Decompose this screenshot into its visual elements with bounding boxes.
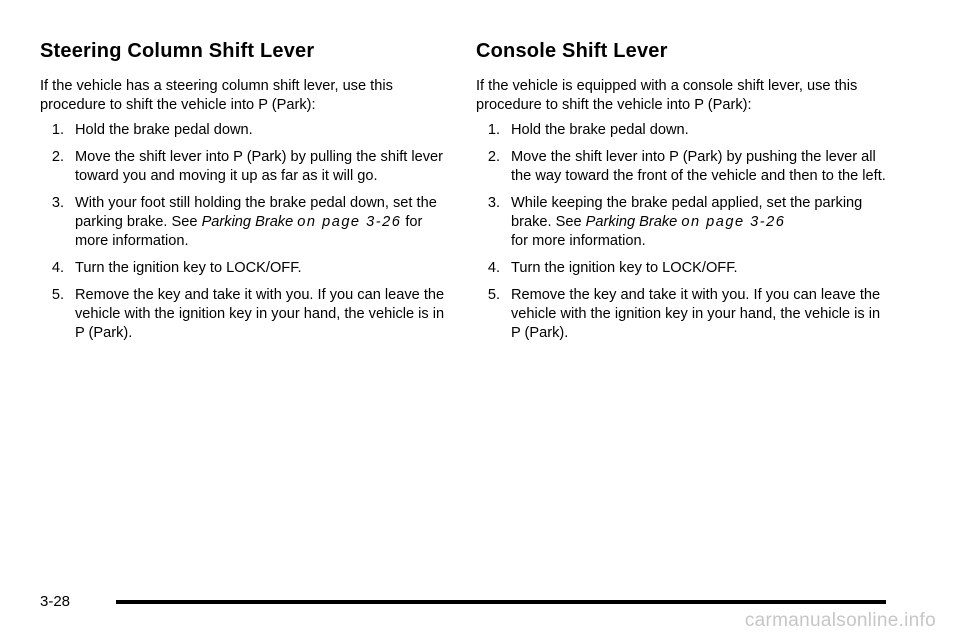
- left-column: [40, 40, 450, 351]
- step-number: 3 .: [40, 194, 64, 213]
- section-title: Console Shift Lever: [476, 40, 668, 62]
- step-number: 1 .: [476, 121, 500, 140]
- intro-paragraph: If the vehicle has a steering column shift lever, use this procedure to shift the vehicle into P (Park):: [40, 78, 393, 113]
- list-item: [476, 259, 886, 278]
- ref-title: Parking Brake: [585, 214, 678, 230]
- step-text: Hold the brake pedal down.: [511, 122, 689, 138]
- list-item: [476, 121, 886, 140]
- step-text: Turn the ignition key to LOCK/OFF.: [75, 260, 302, 276]
- steps-list: [40, 121, 450, 343]
- list-item: [476, 286, 886, 343]
- step-text: Turn the ignition key to LOCK/OFF.: [511, 260, 738, 276]
- step-number: 1 .: [40, 121, 64, 140]
- watermark: carmanualsonline.info: [744, 610, 936, 631]
- step-text: Move the shift lever into P (Park) by pushing the lever all the way toward the front of the vehicle and then to the left.: [511, 149, 886, 184]
- step-text: With your foot still holding the brake pedal down, set the parking brake. See: [75, 195, 437, 230]
- section-title: Steering Column Shift Lever: [40, 40, 315, 62]
- step-text: Hold the brake pedal down.: [75, 122, 253, 138]
- step-text-after: for more information.: [511, 233, 646, 249]
- step-number: 5 .: [40, 286, 64, 305]
- ref-page: on page 3-26: [681, 214, 786, 230]
- list-item: [40, 259, 450, 278]
- page-number: 3-28: [40, 593, 71, 610]
- footer-rule: [116, 600, 886, 604]
- ref-page: on page 3-26: [297, 214, 402, 230]
- cross-reference-link[interactable]: [202, 214, 402, 230]
- step-text: While keeping the brake pedal applied, set the parking brake. See: [511, 195, 863, 230]
- steps-list: [476, 121, 886, 343]
- step-text: Remove the key and take it with you. If you can leave the vehicle with the ignition key in your hand, the vehicle is in P (Park).: [75, 287, 445, 341]
- step-number: 4 .: [40, 259, 64, 278]
- step-text-after: for more information.: [75, 214, 423, 249]
- step-text: Remove the key and take it with you. If you can leave the vehicle with the ignition key in your hand, the vehicle is in P (Park).: [511, 287, 881, 341]
- list-item: [476, 148, 886, 186]
- step-number: 2 .: [40, 148, 64, 167]
- list-item: [40, 148, 450, 186]
- list-item: [476, 194, 886, 251]
- step-number: 3 .: [476, 194, 500, 213]
- list-item: [40, 194, 450, 251]
- step-number: 4 .: [476, 259, 500, 278]
- cross-reference-link[interactable]: [586, 214, 786, 230]
- list-item: [40, 121, 450, 140]
- step-text: Move the shift lever into P (Park) by pulling the shift lever toward you and moving it up as far as it will go.: [75, 149, 443, 184]
- intro-paragraph: If the vehicle is equipped with a console shift lever, use this procedure to shift the vehicle into P (Park):: [476, 78, 858, 113]
- ref-title: Parking Brake: [201, 214, 294, 230]
- list-item: [40, 286, 450, 343]
- step-number: 5 .: [476, 286, 500, 305]
- step-number: 2 .: [476, 148, 500, 167]
- right-column: [476, 40, 886, 351]
